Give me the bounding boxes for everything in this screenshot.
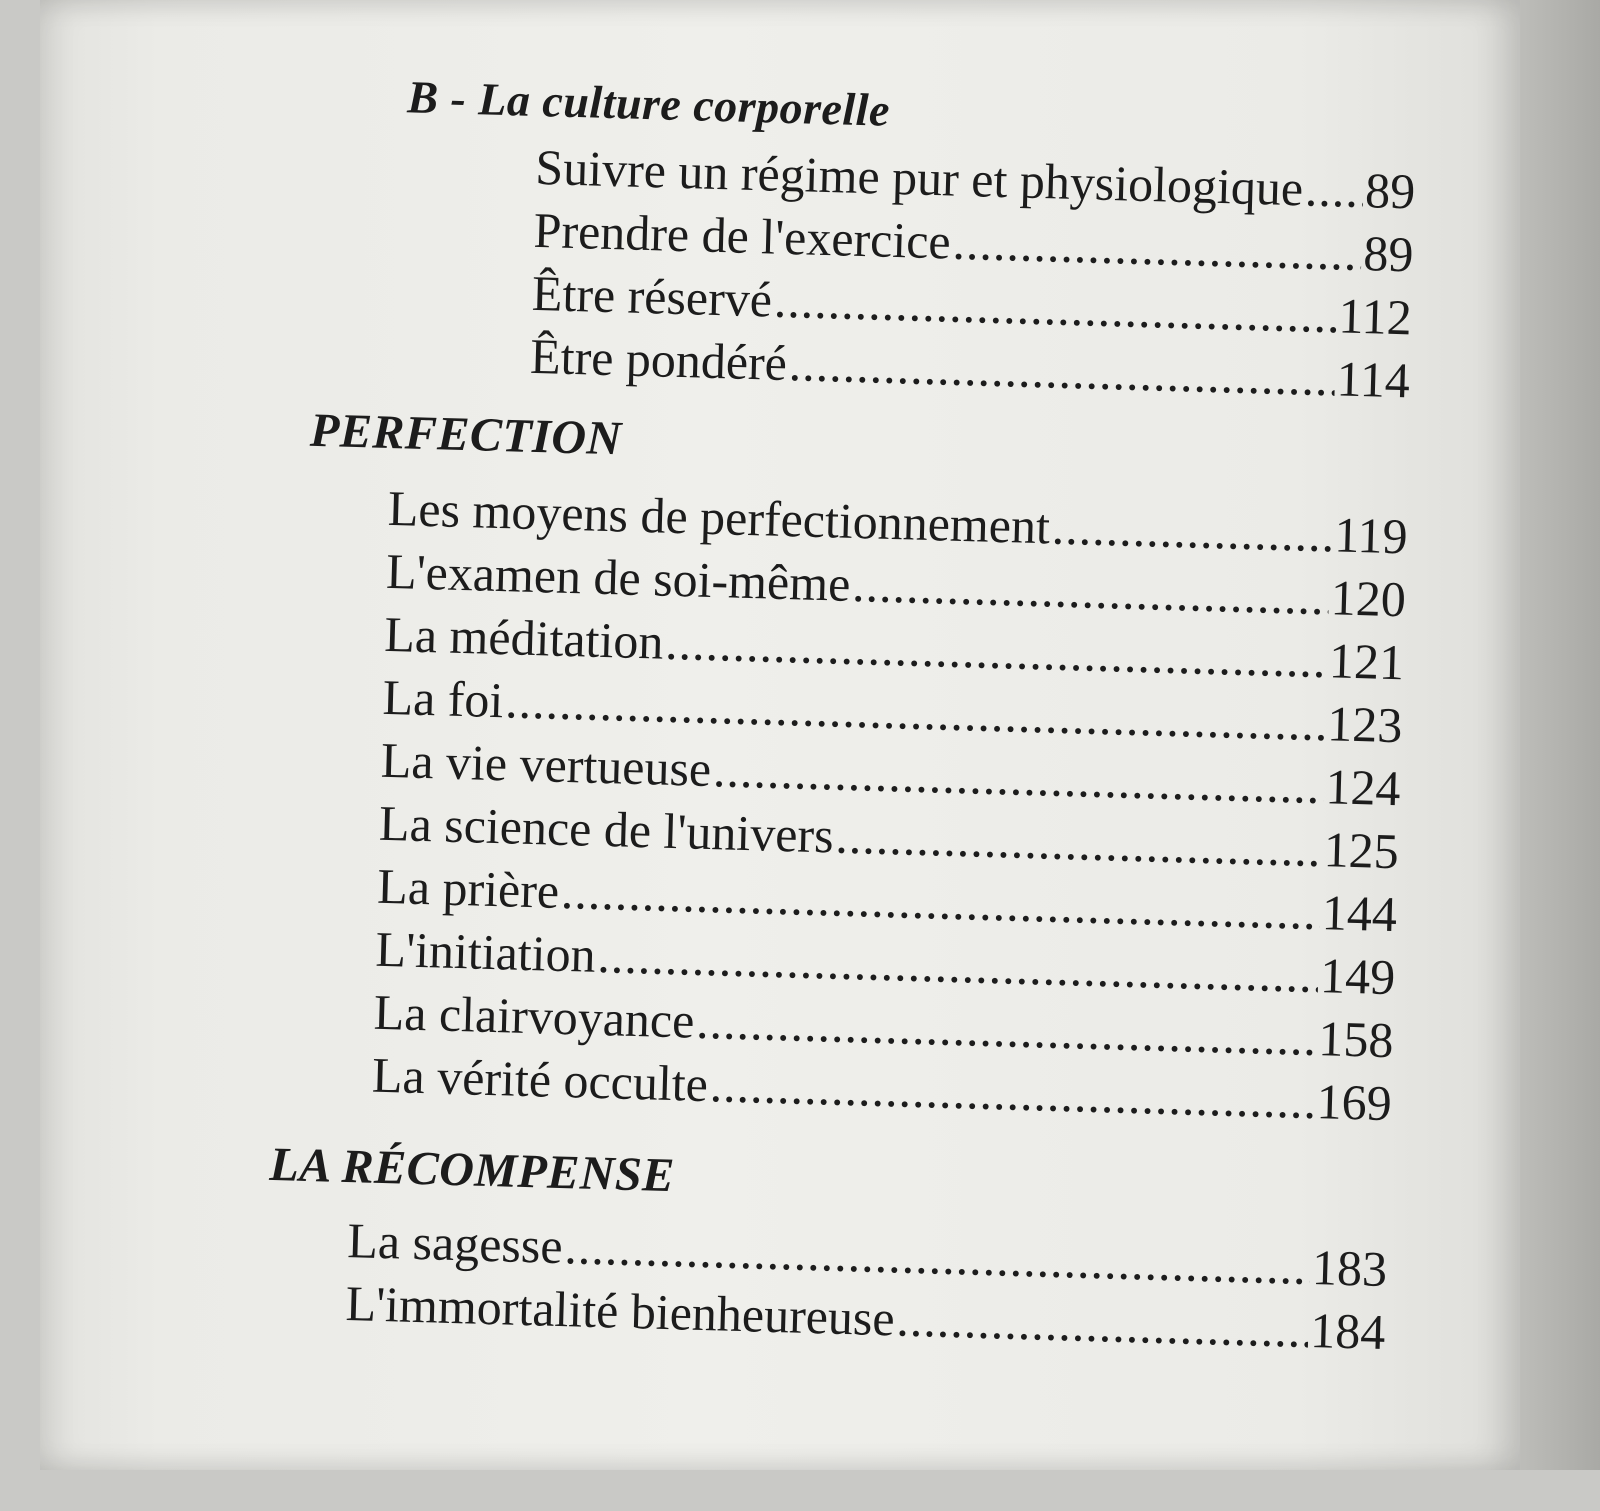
toc-entry-page: 144: [1321, 884, 1398, 943]
toc-entry-title: L'immortalité bienheureuse: [344, 1275, 896, 1347]
toc-entry-title: Être pondéré: [529, 327, 788, 391]
section-heading-culture-corporelle: B - La culture corporelle: [406, 71, 891, 136]
toc-entry-page: 184: [1309, 1302, 1387, 1361]
toc-entry-title: L'initiation: [374, 920, 597, 983]
leader-dots: [1304, 160, 1364, 218]
toc-entry-title: Suivre un régime pur et physiologique: [534, 138, 1304, 217]
leader-dots: [1051, 498, 1333, 562]
toc-entry-title: La méditation: [383, 605, 665, 670]
toc-entry-page: 125: [1323, 821, 1400, 880]
toc-entry-page: 123: [1326, 695, 1404, 754]
toc-entry-page: 119: [1333, 506, 1409, 565]
toc-entry-page: 158: [1317, 1010, 1395, 1069]
toc-entry-page: 120: [1330, 569, 1407, 628]
toc-entry-title: L'examen de soi-même: [385, 542, 852, 612]
leader-dots: [788, 335, 1335, 406]
section-heading-recompense: LA RÉCOMPENSE: [268, 1137, 676, 1203]
toc-entry-title: La sagesse: [346, 1212, 564, 1275]
toc-entry-title: La vérité occulte: [371, 1046, 709, 1113]
toc-entry-title: La clairvoyance: [373, 983, 696, 1049]
toc-entry-page: 169: [1315, 1073, 1393, 1132]
toc-entry-page: 89: [1364, 162, 1416, 220]
leader-dots: [896, 1290, 1309, 1357]
toc-entry-page: 124: [1324, 758, 1402, 817]
leader-dots: [952, 214, 1362, 281]
toc-entry-page: 89: [1362, 225, 1415, 283]
leader-dots: [835, 808, 1323, 878]
toc-entry-page: 114: [1336, 350, 1411, 409]
toc-entry-title: Les moyens de perfectionnement: [387, 479, 1051, 555]
toc-entry-page: 149: [1319, 947, 1397, 1006]
toc-entry-title: Être réservé: [531, 264, 773, 328]
book-page: [40, 0, 1520, 1470]
toc-entry-title: Prendre de l'exercice: [532, 201, 952, 270]
toc-entry-page: 121: [1328, 632, 1405, 691]
toc-entry-page: 183: [1311, 1239, 1388, 1298]
leader-dots: [852, 556, 1330, 625]
section-heading-perfection: PERFECTION: [309, 403, 623, 466]
toc-entry-title: La science de l'univers: [378, 794, 835, 864]
toc-entry-title: La prière: [376, 857, 560, 919]
toc-entry-title: La vie vertueuse: [380, 731, 712, 798]
toc-entry-page: 112: [1337, 287, 1413, 346]
leader-dots: [773, 272, 1337, 344]
toc-entry-title: La foi: [381, 668, 505, 729]
book-edge: [1520, 0, 1600, 1470]
